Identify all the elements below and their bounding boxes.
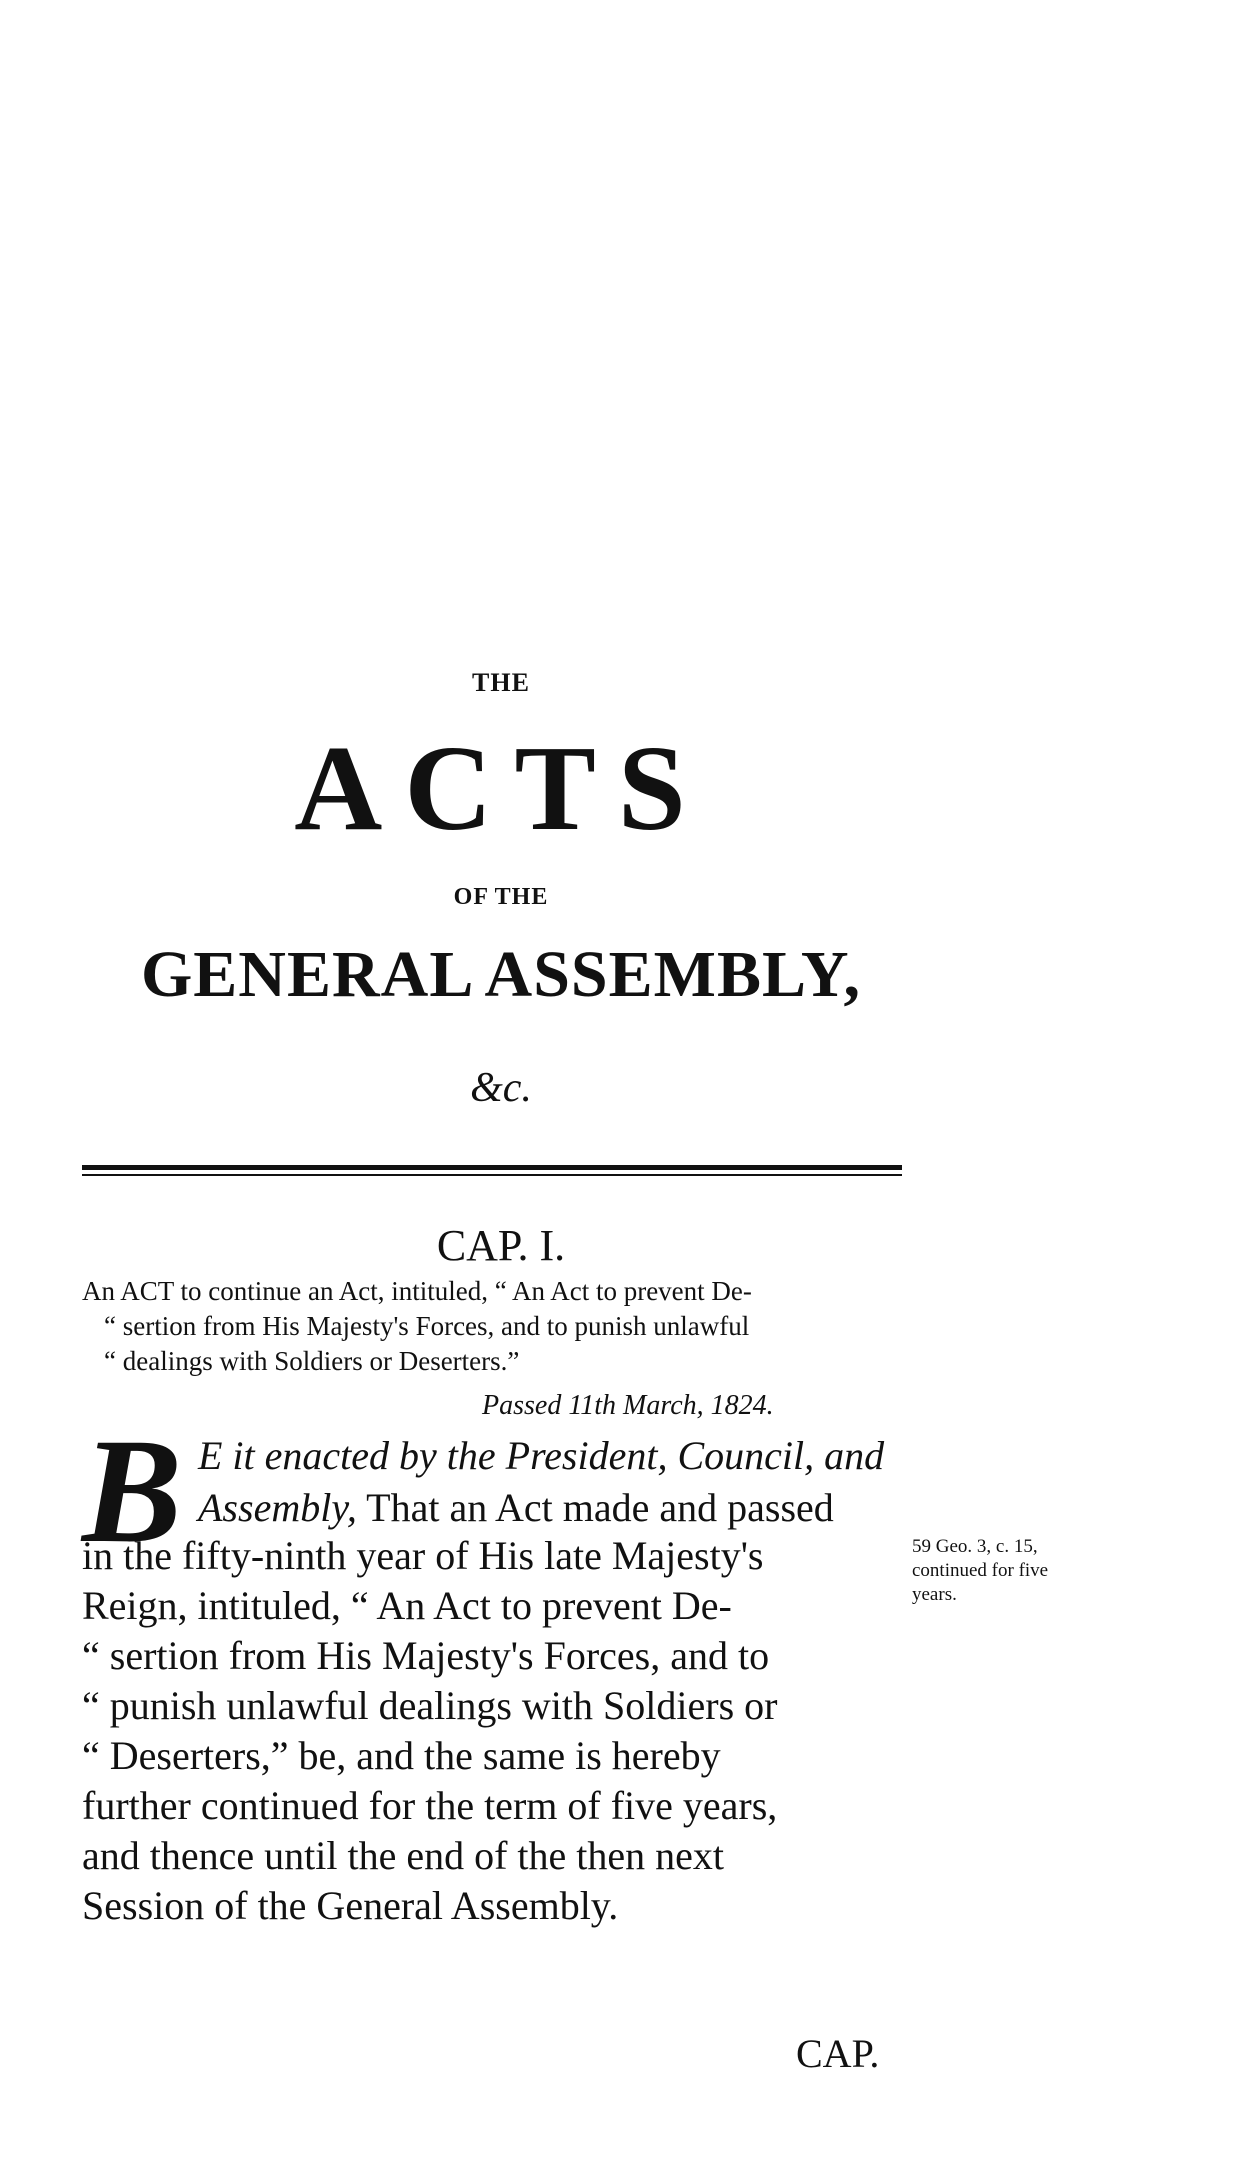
drop-cap: B (82, 1408, 183, 1574)
body-line-5: “ Deserters,” be, and the same is hereby (82, 1733, 721, 1778)
margin-note-line-3: years. (912, 1584, 957, 1605)
rule-thin (82, 1174, 902, 1176)
catchword-next-cap: CAP. (796, 2031, 880, 2076)
title-etc: &c. (470, 1065, 532, 1111)
title-acts: ACTS (294, 721, 708, 856)
assembly-italic: Assembly, (198, 1485, 357, 1530)
margin-note-line-1: 59 Geo. 3, c. 15, (912, 1536, 1038, 1557)
chapter-heading: CAP. I. (436, 1221, 566, 1270)
double-rule-divider (82, 1165, 902, 1179)
act-summary-line-2: “ sertion from His Majesty's Forces, and to punish unlawful (104, 1311, 750, 1341)
body-line-8: Session of the General Assembly. (82, 1883, 619, 1928)
body-line-3: “ sertion from His Majesty's Forces, and to (82, 1633, 770, 1678)
act-summary-line-1: An ACT to continue an Act, intituled, “ An Act to prevent De- (82, 1276, 752, 1306)
rule-thick (82, 1165, 902, 1170)
body-line-1: in the fifty-ninth year of His late Majesty's (82, 1533, 764, 1578)
assembly-line (198, 1484, 834, 1531)
act-summary-line-3: “ dealings with Soldiers or Deserters.” (104, 1346, 520, 1376)
body-line-7: and thence until the end of the then next (82, 1833, 725, 1878)
margin-note-line-2: continued for five (912, 1560, 1049, 1581)
passed-date: Passed 11th March, 1824. (482, 1390, 774, 1421)
title-the: THE (472, 668, 530, 697)
body-line-6: further continued for the term of five years, (82, 1783, 778, 1828)
enacting-clause-line: E it enacted by the President, Council, and (198, 1433, 885, 1478)
assembly-rest: That an Act made and passed (356, 1485, 834, 1530)
title-of-the: OF THE (453, 884, 549, 910)
body-line-2: Reign, intituled, “ An Act to prevent De- (82, 1583, 732, 1628)
title-general-assembly: GENERAL ASSEMBLY, (140, 938, 862, 1011)
body-line-4: “ punish unlawful dealings with Soldiers or (82, 1683, 778, 1728)
